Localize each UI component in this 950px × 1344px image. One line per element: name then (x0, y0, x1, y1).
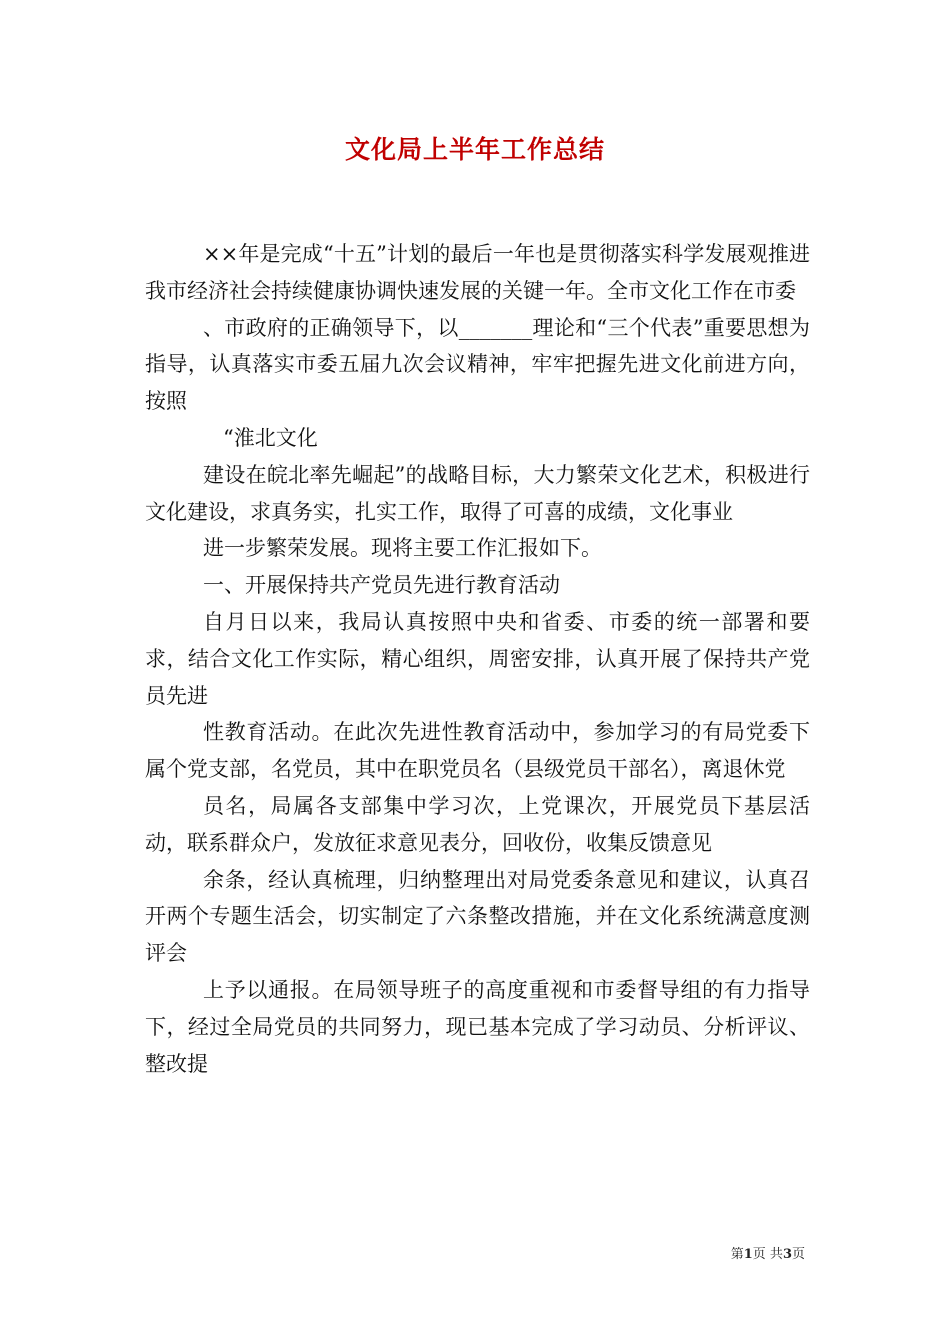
paragraph: ××年是完成“十五”计划的最后一年也是贯彻落实科学发展观推进我市经济社会持续健康协调快速发展的关键一年。全市文化工作在市委 (145, 242, 810, 303)
paragraph: 自月日以来，我局认真按照中央和省委、市委的统一部署和要求，结合文化工作实际，精心组织，周密安排，认真开展了保持共产党员先进 (145, 609, 810, 708)
page-number-current: 1 (743, 1247, 753, 1262)
paragraph: 建设在皖北率先崛起”的战略目标，大力繁荣文化艺术，积极进行文化建设，求真务实，扎实工作，取得了可喜的成绩，文化事业 (145, 462, 810, 524)
paragraph: 上予以通报。在局领导班子的高度重视和市委督导组的有力指导下，经过全局党员的共同努力，现已基本完成了学习动员、分析评议、整改提 (145, 977, 810, 1076)
page-number-mid: 页 共 (752, 1247, 783, 1262)
paragraph: 进一步繁荣发展。现将主要工作汇报如下。 (203, 536, 602, 561)
paragraph: “淮北文化 (223, 425, 318, 450)
paragraph: 性教育活动。在此次先进性教育活动中，参加学习的有局党委下属个党支部，名党员，其中在职党员名（县级党员干部名），离退休党 (145, 720, 810, 782)
document-title: 文化局上半年工作总结 (344, 135, 605, 164)
document-body (145, 236, 810, 1082)
paragraph: 、市政府的正确领导下，以_______理论和“三个代表”重要思想为指导，认真落实市委五届九次会议精神，牢牢把握先进文化前进方向，按照 (145, 315, 810, 414)
section-heading: 一、开展保持共产党员先进行教育活动 (203, 573, 560, 598)
page-number-prefix: 第 (730, 1247, 744, 1262)
paragraph: 余条，经认真梳理，归纳整理出对局党委条意见和建议，认真召开两个专题生活会，切实制定了六条整改措施，并在文化系统满意度测评会 (145, 867, 810, 966)
page-number-suffix: 页 (791, 1247, 805, 1262)
page-number (731, 1246, 805, 1264)
paragraph: 员名，局属各支部集中学习次，上党课次，开展党员下基层活动，联系群众户，发放征求意见表分，回收份，收集反馈意见 (145, 793, 810, 855)
page-number-total: 3 (782, 1247, 792, 1262)
